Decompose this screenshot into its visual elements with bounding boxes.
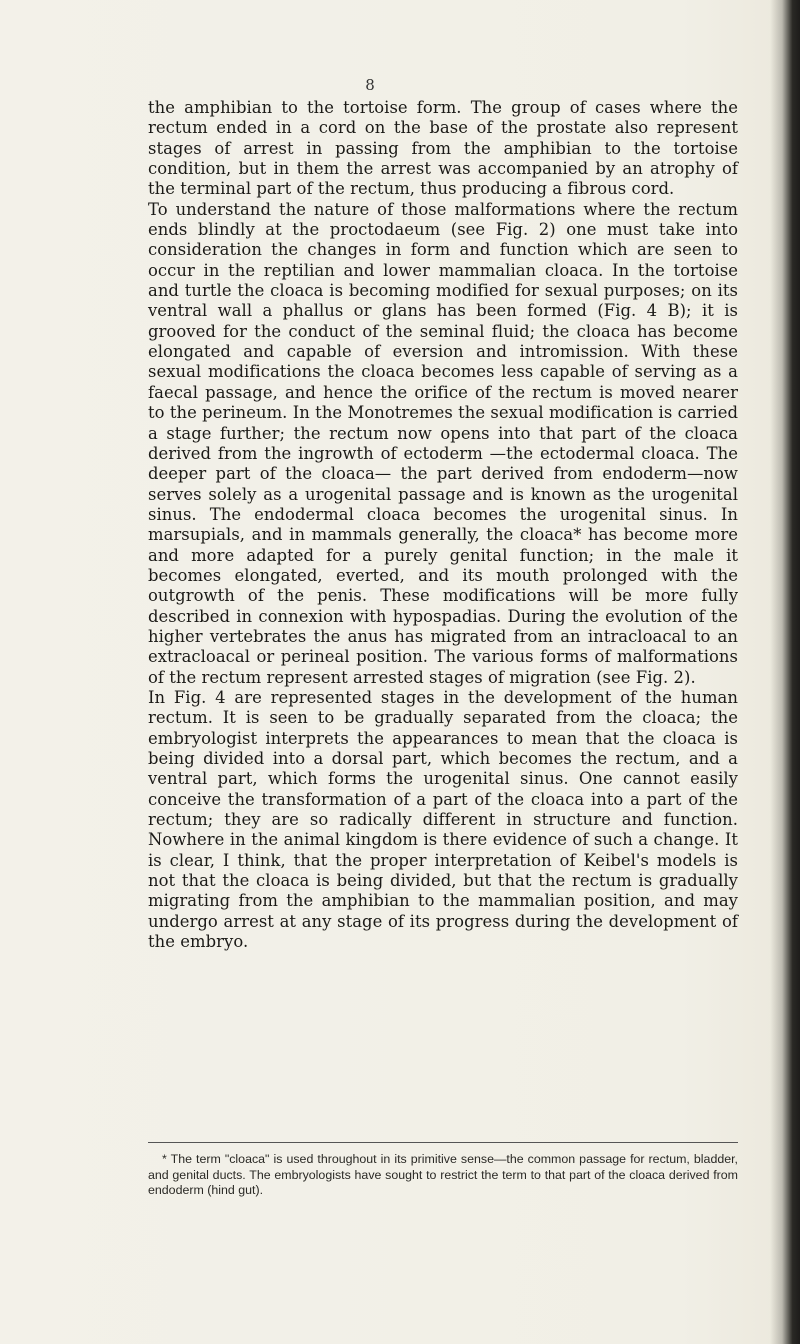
paragraph-2: To understand the nature of those malformations where the rectum ends blindly at the proctodaeum (see Fig. 2) one must take into consideration the changes in form and function which are seen to occur in the reptilian and lower mammalian cloaca. In the tortoise and turtle the cloaca is becoming modified for sexual purposes; on its ventral wall a phallus or glans has been formed (Fig. 4 B); it is grooved for the conduct of the seminal fluid; the cloaca has become elongated and capable of eversion and intromission. With these sexual modifications the cloaca becomes less capable of serving as a faecal passage, and hence the orifice of the rectum is moved nearer to the perineum. In the Monotremes the sexual modification is carried a stage further; the rectum now opens into that part of the cloaca derived from the ingrowth of ectoderm —the ectodermal cloaca. The deeper part of the cloaca— the part derived from endoderm—now serves solely as a urogenital passage and is known as the urogenital sinus. The endodermal cloaca becomes the urogenital sinus. In marsupials, and in mammals generally, the cloaca* has become more and more adapted for a purely genital function; in the male it becomes elongated, everted, and its mouth prolonged with the outgrowth of the penis. These modifications will be more fully described in connexion with hypospadias. During the evolution of the higher vertebrates the anus has migrated from an intracloacal to an extracloacal or perineal position. The various forms of malformations of the rectum represent arrested stages of migration (see Fig. 2). <box>148 199 738 687</box>
body-text <box>148 98 738 952</box>
footnote-text: * The term "cloaca" is used throughout in its primitive sense—the common passage for rectum, bladder, and genital ducts. The embryologists have sought to restrict the term to that part of the cloaca derived from endoderm (hind gut). <box>148 1152 738 1197</box>
page-number: 8 <box>365 76 375 94</box>
binding-shadow <box>770 0 800 1344</box>
paragraph-1: the amphibian to the tortoise form. The group of cases where the rectum ended in a cord on the base of the prostate also represent stages of arrest in passing from the amphibian to the tortoise condition, but in them the arrest was accompanied by an atrophy of the terminal part of the rectum, thus producing a fibrous cord. <box>148 98 738 199</box>
footnote <box>148 1152 738 1199</box>
footnote-divider <box>148 1142 738 1143</box>
paragraph-3: In Fig. 4 are represented stages in the development of the human rectum. It is seen to be gradually separated from the cloaca; the embryologist interprets the appearances to mean that the cloaca is being divided into a dorsal part, which becomes the rectum, and a ventral part, which forms the urogenital sinus. One cannot easily conceive the transformation of a part of the cloaca into a part of the rectum; they are so radically different in structure and function. Nowhere in the animal kingdom is there evidence of such a change. It is clear, I think, that the proper interpretation of Keibel's models is not that the cloaca is being divided, but that the rectum is gradually migrating from the amphibian to the mammalian position, and may undergo arrest at any stage of its progress during the development of the embryo. <box>148 687 738 952</box>
